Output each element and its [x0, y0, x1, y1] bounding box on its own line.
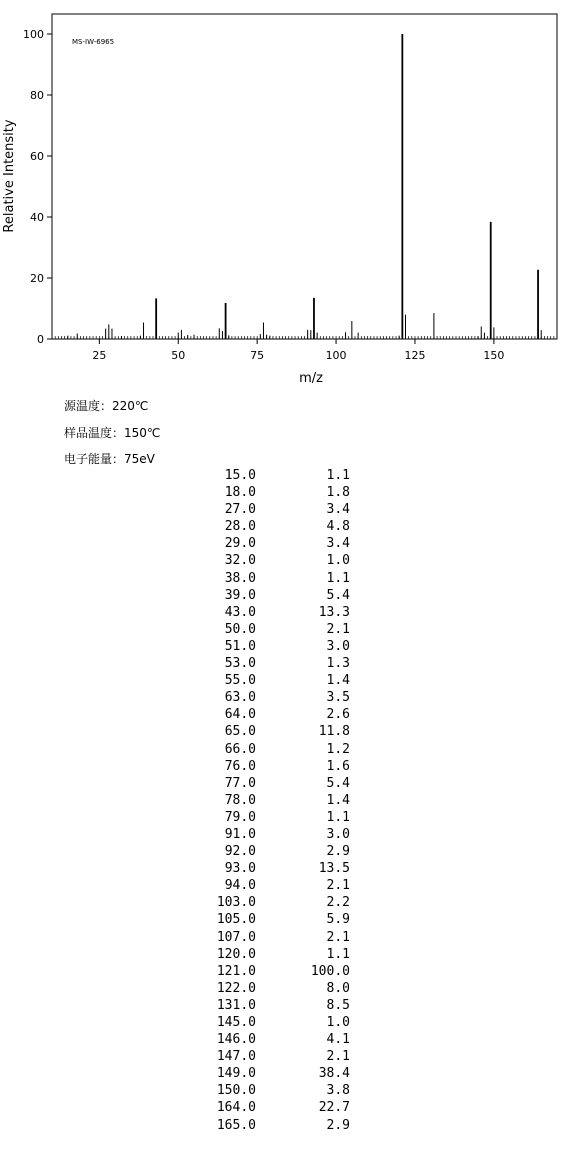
- mass-spectrum-chart: [0, 0, 570, 395]
- peak-mz: 149.0: [216, 1066, 256, 1082]
- peak-mz: 39.0: [224, 587, 256, 603]
- peak-mz: 105.0: [216, 912, 256, 928]
- peak-mz: 103.0: [216, 895, 256, 911]
- peak-intensity: 2.1: [326, 621, 350, 637]
- peak-row: [200, 1049, 360, 1066]
- peak-intensity: 1.6: [326, 758, 350, 774]
- peak-mz: 122.0: [216, 980, 256, 996]
- y-tick-label: 0: [37, 333, 44, 346]
- peak-row: [200, 1118, 360, 1135]
- peak-row: [200, 536, 360, 553]
- peak-row: [200, 930, 360, 947]
- peak-row: [200, 810, 360, 827]
- peak-row: [200, 878, 360, 895]
- peak-row: [200, 776, 360, 793]
- peak-intensity: 3.0: [326, 638, 350, 654]
- peak-row: [200, 468, 360, 485]
- peak-intensity: 1.1: [326, 570, 350, 586]
- peak-intensity: 2.6: [326, 707, 350, 723]
- peak-row: [200, 690, 360, 707]
- peak-row: [200, 588, 360, 605]
- y-axis-label: Relative Intensity: [2, 119, 17, 233]
- y-tick-label: 60: [30, 150, 44, 163]
- peak-mz: 66.0: [224, 741, 256, 757]
- peak-mz: 64.0: [224, 707, 256, 723]
- peak-intensity: 1.4: [326, 673, 350, 689]
- peak-row: [200, 861, 360, 878]
- peak-intensity: 1.0: [326, 1015, 350, 1030]
- peak-intensity: 1.1: [326, 468, 350, 483]
- sample-temperature: 样品温度：150℃: [64, 426, 161, 440]
- peak-mz: 50.0: [224, 621, 256, 637]
- peak-intensity: 11.8: [318, 724, 350, 740]
- y-tick-label: 80: [30, 89, 44, 102]
- peak-intensity: 3.8: [326, 1083, 350, 1099]
- peak-mz: 93.0: [224, 861, 256, 877]
- electron-energy: 电子能量：75eV: [64, 452, 155, 466]
- peak-row: [200, 947, 360, 964]
- peak-row: [200, 605, 360, 622]
- peak-row: [200, 673, 360, 690]
- peak-row: [200, 519, 360, 536]
- peak-intensity: 5.4: [326, 775, 350, 791]
- peak-row: [200, 998, 360, 1015]
- peak-mz: 146.0: [216, 1032, 256, 1048]
- x-tick-label: 100: [325, 349, 347, 362]
- peak-intensity: 38.4: [318, 1066, 350, 1082]
- peak-row: [200, 742, 360, 759]
- peak-mz: 18.0: [224, 485, 256, 501]
- peak-mz: 53.0: [224, 656, 256, 672]
- peak-row: [200, 622, 360, 639]
- peak-row: [200, 502, 360, 519]
- peak-intensity: 3.4: [326, 502, 350, 518]
- peak-mz: 63.0: [224, 690, 256, 706]
- chart-title: MS-IW-6965: [72, 38, 115, 46]
- peak-row: [200, 895, 360, 912]
- peak-mz: 38.0: [224, 570, 256, 586]
- peak-mz: 55.0: [224, 673, 256, 689]
- peak-intensity: 13.3: [318, 604, 350, 620]
- peak-mz: 27.0: [224, 502, 256, 518]
- peak-table: [200, 468, 360, 1135]
- peak-mz: 91.0: [224, 826, 256, 842]
- y-tick-label: 100: [23, 28, 44, 41]
- peak-mz: 28.0: [224, 519, 256, 535]
- peak-row: [200, 571, 360, 588]
- peak-intensity: 2.9: [326, 844, 350, 860]
- peak-mz: 29.0: [224, 536, 256, 552]
- peak-intensity: 2.1: [326, 878, 350, 894]
- y-tick-label: 40: [30, 211, 44, 224]
- peak-intensity: 1.2: [326, 741, 350, 757]
- peak-mz: 76.0: [224, 758, 256, 774]
- peak-intensity: 1.3: [326, 656, 350, 672]
- peak-mz: 51.0: [224, 638, 256, 654]
- axis-ticks: [23, 28, 504, 362]
- peak-row: [200, 1015, 360, 1032]
- peak-intensity: 2.2: [326, 895, 350, 911]
- peak-intensity: 4.1: [326, 1032, 350, 1048]
- peak-mz: 43.0: [224, 604, 256, 620]
- peak-intensity: 1.1: [326, 809, 350, 825]
- x-tick-label: 75: [250, 349, 265, 362]
- peak-row: [200, 759, 360, 776]
- peak-intensity: 2.1: [326, 1049, 350, 1065]
- peak-mz: 78.0: [224, 792, 256, 808]
- peak-mz: 131.0: [216, 997, 256, 1013]
- peak-row: [200, 553, 360, 570]
- peak-intensity: 8.0: [326, 980, 350, 996]
- peak-mz: 107.0: [216, 929, 256, 945]
- peak-row: [200, 1083, 360, 1100]
- peak-row: [200, 707, 360, 724]
- peak-row: [200, 793, 360, 810]
- peak-mz: 15.0: [224, 468, 256, 483]
- peak-row: [200, 981, 360, 998]
- x-tick-label: 50: [171, 349, 186, 362]
- peak-mz: 92.0: [224, 844, 256, 860]
- peak-intensity: 3.4: [326, 536, 350, 552]
- peak-intensity: 13.5: [318, 861, 350, 877]
- peak-intensity: 1.0: [326, 553, 350, 569]
- peak-intensity: 3.0: [326, 826, 350, 842]
- peak-row: [200, 1100, 360, 1117]
- peak-intensity: 3.5: [326, 690, 350, 706]
- peak-intensity: 4.8: [326, 519, 350, 535]
- peak-intensity: 5.4: [326, 587, 350, 603]
- x-axis-label: m/z: [299, 371, 323, 386]
- peak-mz: 147.0: [216, 1049, 256, 1065]
- peak-row: [200, 639, 360, 656]
- source-temperature: 源温度：220℃: [64, 399, 149, 413]
- peak-intensity: 5.9: [326, 912, 350, 928]
- spectrum-bars: [68, 34, 541, 339]
- peak-intensity: 2.1: [326, 929, 350, 945]
- peak-intensity: 1.4: [326, 792, 350, 808]
- peak-row: [200, 964, 360, 981]
- peak-mz: 150.0: [216, 1083, 256, 1099]
- peak-intensity: 2.9: [326, 1117, 350, 1133]
- peak-row: [200, 827, 360, 844]
- peak-row: [200, 1066, 360, 1083]
- peak-row: [200, 844, 360, 861]
- y-tick-label: 20: [30, 272, 44, 285]
- peak-row: [200, 656, 360, 673]
- plot-frame: [52, 14, 557, 339]
- peak-mz: 79.0: [224, 809, 256, 825]
- peak-intensity: 8.5: [326, 997, 350, 1013]
- peak-mz: 65.0: [224, 724, 256, 740]
- peak-mz: 120.0: [216, 946, 256, 962]
- peak-intensity: 1.1: [326, 946, 350, 962]
- peak-intensity: 100.0: [310, 963, 350, 979]
- x-tick-label: 125: [404, 349, 426, 362]
- x-tick-label: 25: [92, 349, 107, 362]
- peak-row: [200, 724, 360, 741]
- peak-intensity: 1.8: [326, 485, 350, 501]
- peak-row: [200, 912, 360, 929]
- peak-mz: 164.0: [216, 1100, 256, 1116]
- peak-mz: 77.0: [224, 775, 256, 791]
- x-tick-label: 150: [483, 349, 505, 362]
- peak-row: [200, 1032, 360, 1049]
- peak-mz: 145.0: [216, 1015, 256, 1030]
- peak-mz: 121.0: [216, 963, 256, 979]
- peak-mz: 94.0: [224, 878, 256, 894]
- peak-mz: 165.0: [216, 1117, 256, 1133]
- peak-mz: 32.0: [224, 553, 256, 569]
- peak-intensity: 22.7: [318, 1100, 350, 1116]
- peak-row: [200, 485, 360, 502]
